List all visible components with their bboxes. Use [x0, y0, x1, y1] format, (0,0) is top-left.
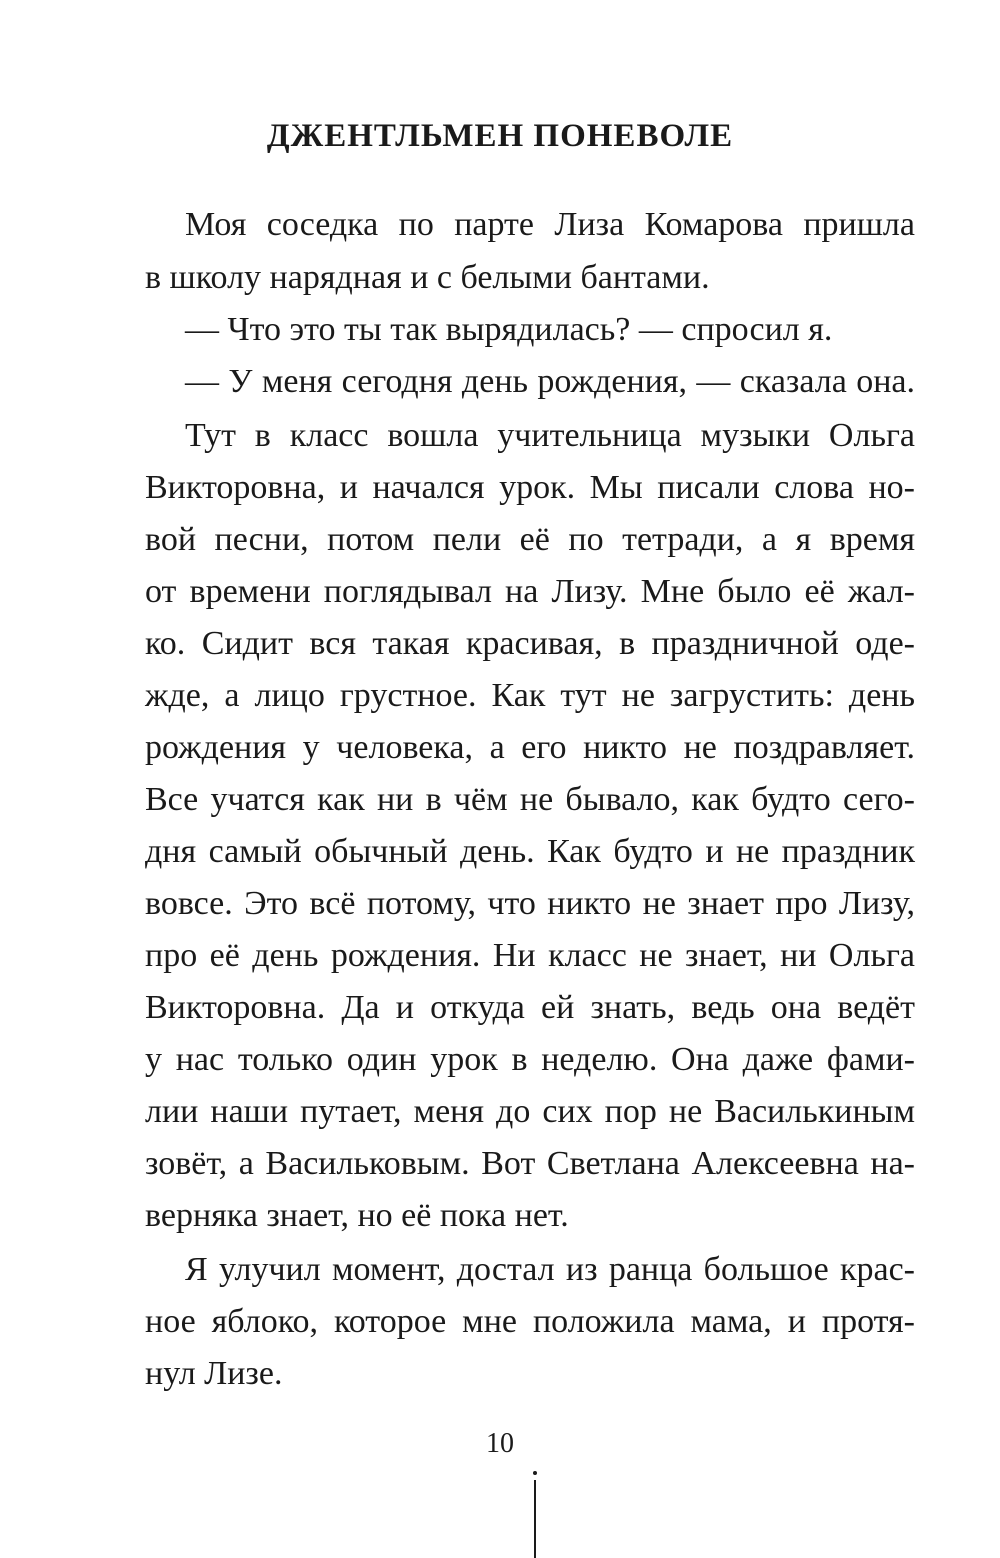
text-line: Я улучил момент, достал из ранца большое крас-	[185, 1251, 915, 1288]
text-line: лии наши путает, меня до сих пор не Василькиным	[145, 1093, 915, 1130]
text-line: дня самый обычный день. Как будто и не праздник	[145, 833, 915, 870]
text-line: — У меня сегодня день рождения, — сказала она.	[185, 363, 915, 400]
text-line: Тут в класс вошла учительница музыки Ольга	[185, 417, 915, 454]
text-line: у нас только один урок в неделю. Она даже фами-	[145, 1041, 915, 1078]
text-line: Моя соседка по парте Лиза Комарова пришла	[185, 206, 915, 243]
text-line: ко. Сидит вся такая красивая, в праздничной оде-	[145, 625, 915, 662]
text-line: вовсе. Это всё потому, что никто не знает про Лизу,	[145, 885, 915, 922]
text-line: от времени поглядывал на Лизу. Мне было её жал-	[145, 573, 915, 610]
text-line: Все учатся как ни в чём не бывало, как будто сего-	[145, 781, 915, 818]
text-line: нул Лизе.	[145, 1355, 283, 1392]
chapter-title: ДЖЕНТЛЬМЕН ПОНЕВОЛЕ	[266, 118, 734, 154]
text-line: жде, а лицо грустное. Как тут не загрустить: день	[145, 677, 915, 714]
text-line: верняка знает, но её пока нет.	[145, 1197, 569, 1234]
folio-dot	[533, 1471, 537, 1475]
text-line: вой песни, потом пели её по тетради, а я время	[145, 521, 915, 558]
text-line: ное яблоко, которое мне положила мама, и протя-	[145, 1303, 915, 1340]
folio-rule	[534, 1480, 536, 1558]
text-line: Викторовна, и начался урок. Мы писали слова но-	[145, 469, 915, 506]
text-line: зовёт, а Васильковым. Вот Светлана Алексеевна на-	[145, 1145, 915, 1182]
text-line: про её день рождения. Ни класс не знает, ни Ольга	[145, 937, 915, 974]
text-line: в школу нарядная и с белыми бантами.	[145, 259, 710, 296]
text-line: рождения у человека, а его никто не поздравляет.	[145, 729, 915, 766]
page-number: 10	[486, 1428, 514, 1459]
text-line: Викторовна. Да и откуда ей знать, ведь она ведёт	[145, 989, 915, 1026]
text-line: — Что это ты так вырядилась? — спросил я.	[185, 311, 833, 348]
